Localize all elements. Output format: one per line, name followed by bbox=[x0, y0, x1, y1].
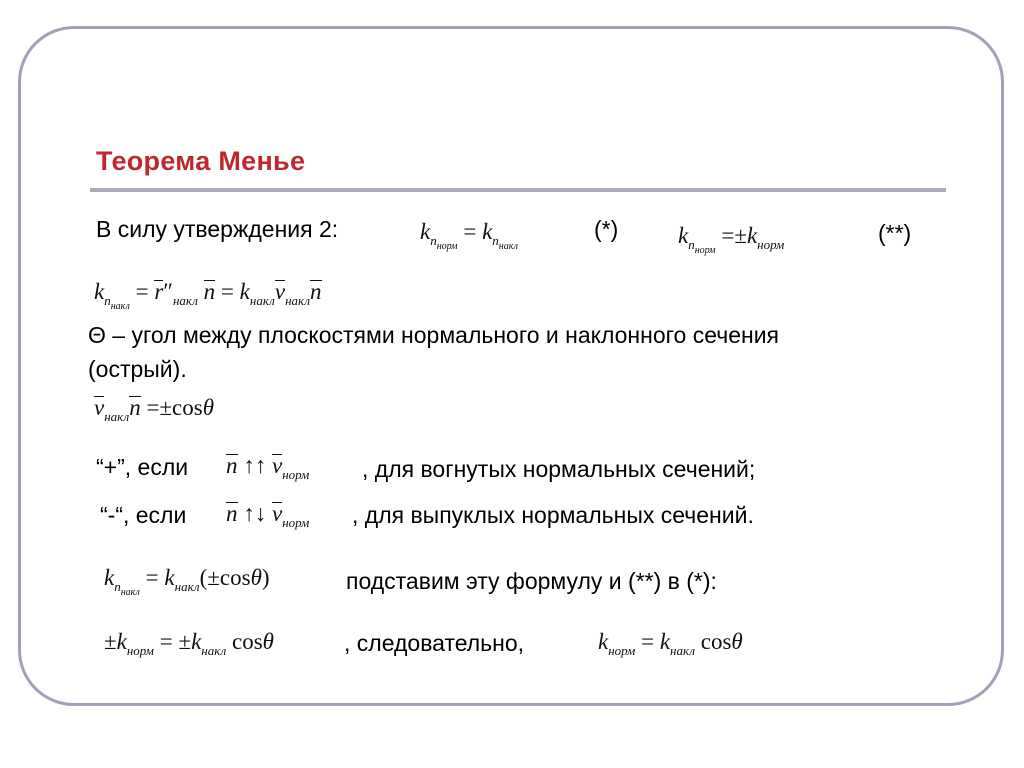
slide-title: Теорема Менье bbox=[96, 146, 306, 176]
formula-n-upup-nu-norm: n ↑↑ $\nu_{норм}$ bbox=[226, 453, 310, 482]
minus-case-prefix: “-“, если bbox=[100, 502, 187, 528]
theta-definition-line2: (острый). bbox=[88, 356, 187, 382]
formula-k-n-norm-eq-pm-k-norm: $k_{n_{норм}} =\pm k_{норм}$ bbox=[678, 223, 785, 256]
plus-case-suffix: , для вогнутых нормальных сечений; bbox=[362, 456, 756, 482]
minus-case-suffix: , для выпуклых нормальных сечений. bbox=[352, 502, 754, 528]
title-divider bbox=[90, 188, 946, 192]
formula-k-norm-eq-k-nakl-cos: $k_{норм} = k_{накл}$ cosθ bbox=[598, 629, 743, 658]
formula-n-updown-nu-norm: n ↑↓ $\nu_{норм}$ bbox=[226, 501, 310, 530]
therefore-text: , следовательно, bbox=[344, 630, 525, 656]
line1-text: В силу утверждения 2: bbox=[96, 216, 339, 242]
substitute-text: подставим эту формулу и (**) в (*): bbox=[346, 568, 717, 594]
formula-k-n-nakl-eq-k-nakl-pm-cos: $k_{n_{накл}} = k_{накл}(\pm\cos\theta)$ bbox=[104, 565, 270, 598]
formula-k-n-norm-eq-k-n-nakl: $k_{n_{норм}} = k_{n_{накл}}$ bbox=[420, 219, 518, 252]
mark-star: (*) bbox=[594, 216, 619, 242]
formula-nu-n-eq-pm-cos-theta: $\nu_{накл}n =\pm\cos\theta$ bbox=[94, 395, 215, 424]
formula-k-n-nakl-expansion: $k_{n_{накл}} = r''_{накл}$ $n = k_{накл}\nu_{накл}n$ bbox=[94, 279, 322, 312]
plus-case-prefix: “+”, если bbox=[96, 454, 189, 480]
theta-definition-line1: Θ – угол между плоскостями нормального и наклонного сечения bbox=[88, 322, 779, 348]
mark-double-star: (**) bbox=[878, 220, 912, 246]
formula-pm-k-norm-eq-pm-k-nakl-cos: $\pm k_{норм} = \pm k_{накл}$ cosθ bbox=[104, 629, 274, 658]
